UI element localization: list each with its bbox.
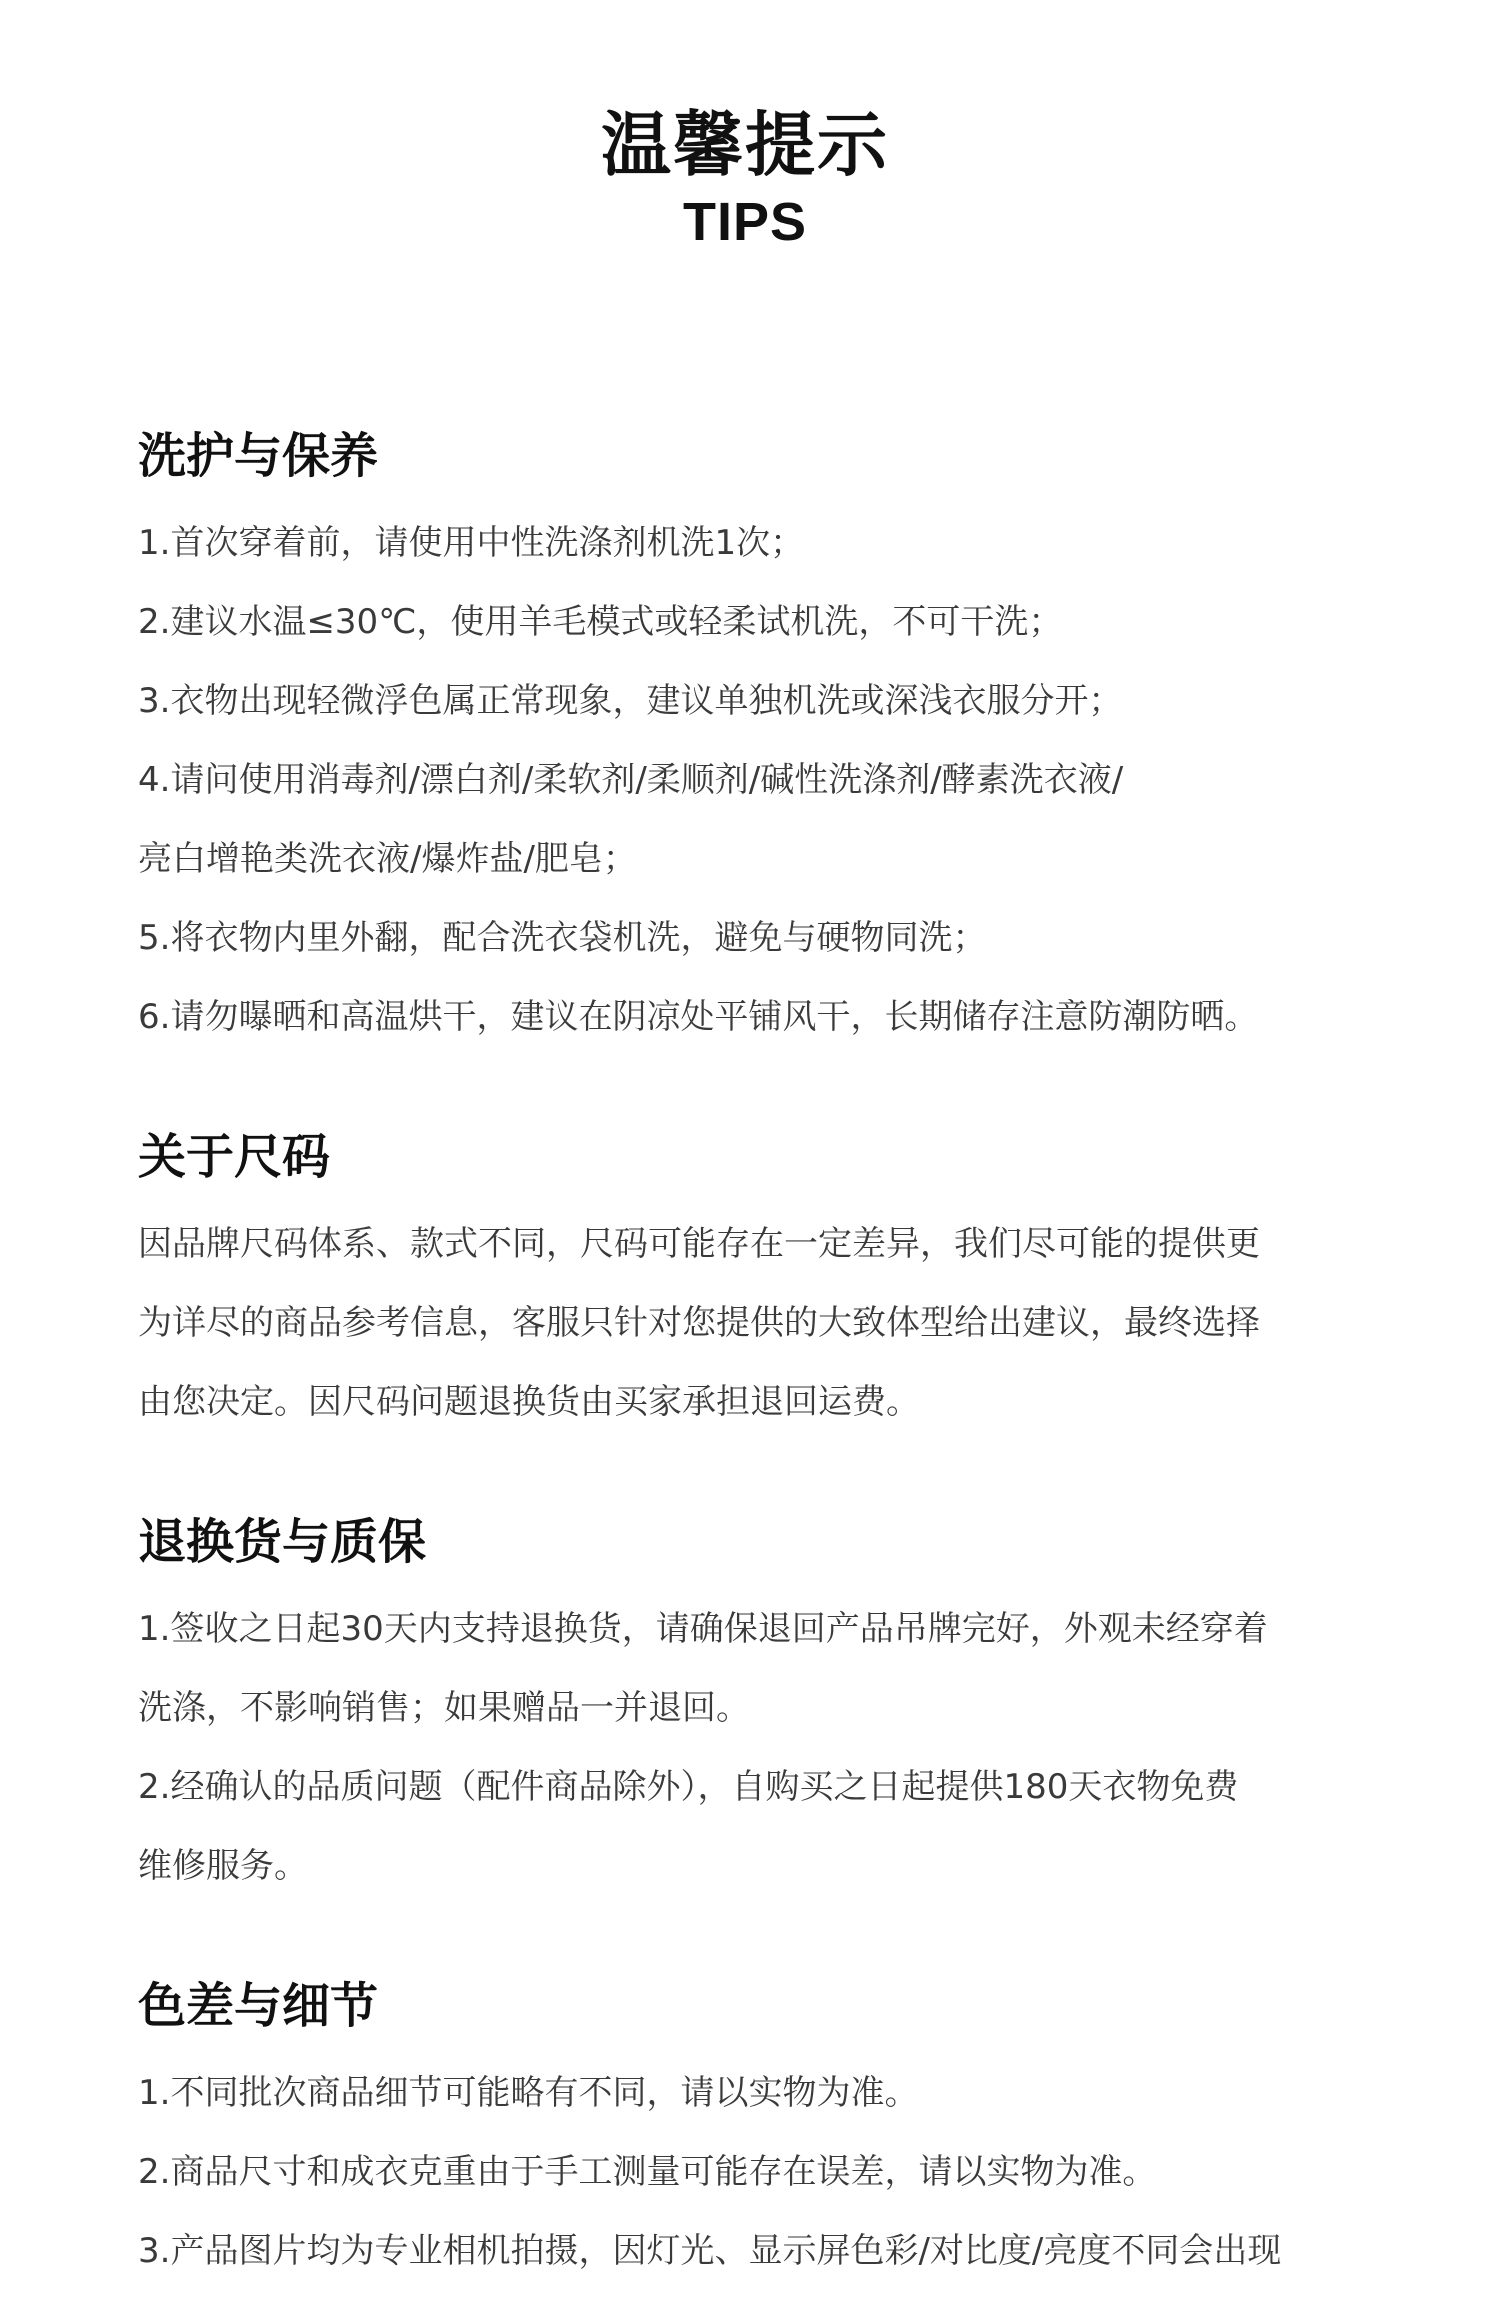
section-line: 维修服务。 (138, 1846, 308, 1886)
section-line: 亮白增艳类洗衣液/爆炸盐/肥皂； (138, 839, 637, 879)
section-size (138, 1121, 1398, 1442)
section-line: 因品牌尺码体系、款式不同，尺码可能存在一定差异，我们尽可能的提供更 (138, 1224, 1260, 1264)
section-color (138, 1970, 1398, 2291)
page-subtitle: TIPS (682, 192, 808, 252)
section-returns (138, 1506, 1398, 1906)
section-title: 退换货与质保 (138, 1514, 427, 1570)
section-title: 色差与细节 (138, 1978, 379, 2034)
section-title: 关于尺码 (138, 1129, 331, 1185)
header (0, 100, 1490, 252)
section-line: 1.首次穿着前，请使用中性洗涤剂机洗1次； (138, 523, 805, 563)
section-care (138, 420, 1398, 1057)
section-line: 2.经确认的品质问题（配件商品除外），自购买之日起提供180天衣物免费 (138, 1767, 1239, 1807)
section-line: 1.不同批次商品细节可能略有不同，请以实物为准。 (138, 2073, 919, 2113)
section-line: 5.将衣物内里外翻，配合洗衣袋机洗，避免与硬物同洗； (138, 918, 987, 958)
content (138, 420, 1398, 2322)
section-line: 1.签收之日起30天内支持退换货，请确保退回产品吊牌完好，外观未经穿着 (138, 1609, 1268, 1649)
section-line: 3.产品图片均为专业相机拍摄，因灯光、显示屏色彩/对比度/亮度不同会出现 (138, 2231, 1282, 2271)
section-line: 由您决定。因尺码问题退换货由买家承担退回运费。 (138, 1382, 920, 1422)
section-line: 4.请问使用消毒剂/漂白剂/柔软剂/柔顺剂/碱性洗涤剂/酵素洗衣液/ (138, 760, 1124, 800)
section-line: 洗涤，不影响销售；如果赠品一并退回。 (138, 1688, 750, 1728)
section-line: 6.请勿曝晒和高温烘干，建议在阴凉处平铺风干，长期储存注意防潮防晒。 (138, 997, 1259, 1037)
section-title: 洗护与保养 (138, 428, 379, 484)
section-line: 为详尽的商品参考信息，客服只针对您提供的大致体型给出建议，最终选择 (138, 1303, 1260, 1343)
page-title: 温馨提示 (601, 104, 889, 186)
section-line: 2.商品尺寸和成衣克重由于手工测量可能存在误差，请以实物为准。 (138, 2152, 1157, 2192)
section-line: 3.衣物出现轻微浮色属正常现象，建议单独机洗或深浅衣服分开； (138, 681, 1123, 721)
section-line: 2.建议水温≤30℃，使用羊毛模式或轻柔试机洗，不可干洗； (138, 602, 1063, 642)
